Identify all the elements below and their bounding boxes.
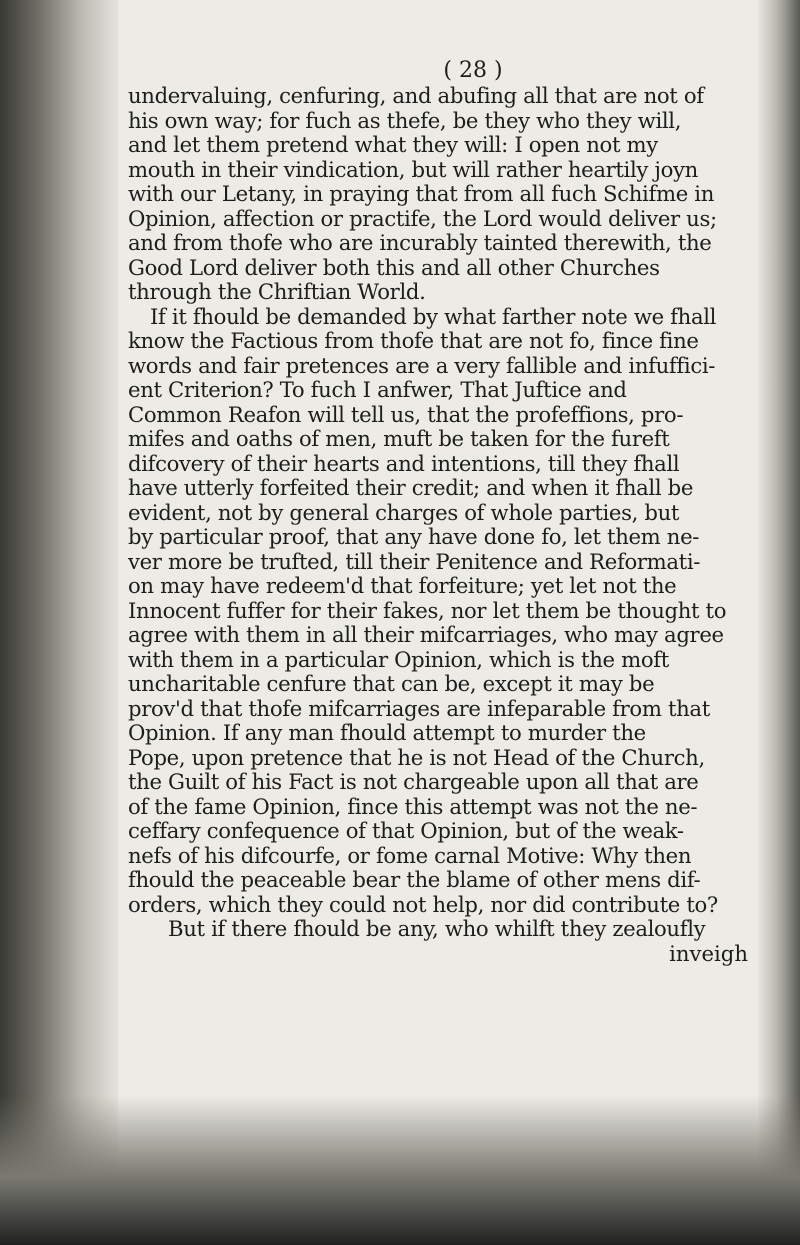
text-line: mouth in their vindication, but will rather heartily joyn (128, 156, 698, 182)
text-line: orders, which they could not help, nor did contribute to? (128, 891, 718, 917)
text-line: Pope, upon pretence that he is not Head of the Church, (128, 744, 705, 770)
text-line: Good Lord deliver both this and all other Churches (128, 254, 660, 280)
text-line: Innocent fuffer for their fakes, nor let them be thought to (128, 597, 727, 623)
body-text (128, 84, 778, 942)
text-line: his own way; for fuch as thefe, be they who they will, (128, 107, 682, 133)
page-edge-bottom (0, 1095, 800, 1245)
text-line: and from thofe who are incurably tainted therewith, the (128, 230, 712, 255)
text-line: on may have redeem'd that forfeiture; yet let not the (128, 573, 677, 598)
text-line: If it fhould be demanded by what farther note we fhall (150, 303, 717, 329)
text-line: by particular proof, that any have done fo, let them ne- (128, 524, 700, 549)
text-line: agree with them in all their mifcarriages, who may agree (128, 622, 724, 647)
text-line: and let them pretend what they will: I open not my (128, 132, 658, 157)
text-line: know the Factious from thofe that are not fo, fince fine (128, 328, 699, 353)
text-line: mifes and oaths of men, muft be taken for the fureft (128, 426, 670, 451)
text-block (128, 58, 778, 966)
text-line: have utterly forfeited their credit; and when it fhall be (128, 475, 694, 500)
binding-shadow-left (0, 0, 118, 1245)
text-line: ceffary confequence of that Opinion, but of the weak- (128, 818, 684, 843)
text-line: But if there fhould be any, who whilft they zealoufly (168, 916, 706, 941)
text-line: through the Chriftian World. (128, 279, 426, 304)
text-line: Opinion, affection or practife, the Lord would deliver us; (128, 205, 717, 231)
catchword: inveigh (669, 940, 748, 966)
text-line: with them in a particular Opinion, which is the moft (128, 646, 669, 672)
text-line: ent Criterion? To fuch I anfwer, That Juftice and (128, 377, 627, 402)
text-line: words and fair pretences are a very fallible and infuffici- (128, 352, 716, 378)
text-line: Common Reafon will tell us, that the profeffions, pro- (128, 401, 684, 427)
text-line: Opinion. If any man fhould attempt to murder the (128, 720, 646, 745)
text-line: evident, not by general charges of whole parties, but (128, 499, 680, 525)
text-line: uncharitable cenfure that can be, except it may be (128, 671, 655, 696)
text-line: prov'd that thofe mifcarriages are infeparable from that (128, 695, 710, 721)
text-line: undervaluing, cenfuring, and abufing all that are not of (128, 83, 704, 108)
page-number: ( 28 ) (443, 58, 503, 83)
text-line: of the fame Opinion, fince this attempt was not the ne- (128, 793, 698, 819)
text-line: difcovery of their hearts and intentions, till they fhall (128, 450, 680, 476)
text-line: the Guilt of his Fact is not chargeable upon all that are (128, 769, 699, 794)
text-line: ver more be trufted, till their Penitence and Reformati- (128, 548, 701, 574)
text-line: nefs of his difcourfe, or fome carnal Motive: Why then (128, 842, 692, 868)
text-line: fhould the peaceable bear the blame of other mens dif- (128, 867, 701, 892)
text-line: with our Letany, in praying that from all fuch Schifme in (128, 181, 714, 206)
